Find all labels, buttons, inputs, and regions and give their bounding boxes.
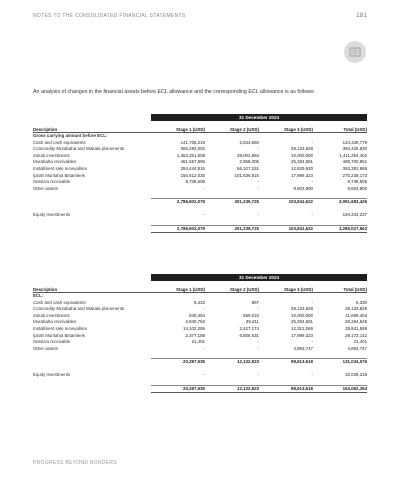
stage3-value: 10,000,000 <box>291 152 313 158</box>
stage3-value: 12,312,069 <box>291 325 313 331</box>
col-stage3: Stage 3 (USD) <box>259 281 313 293</box>
row-label: Istisna'a receivable <box>33 179 71 185</box>
stage2-grand-total: 12,132,923 <box>205 385 259 393</box>
stage3-subtotal: 103,841,622 <box>259 199 313 206</box>
total-value: 28,133,828 <box>345 306 368 312</box>
stage3-value: 10,000,000 <box>291 312 313 318</box>
section-label-row <box>33 293 367 300</box>
stage3-value: - <box>311 211 313 217</box>
total-value: 8,738,505 <box>347 179 368 185</box>
stage3-value: 9,603,900 <box>293 185 313 191</box>
grand-total: 3,286,027,663 <box>313 225 367 233</box>
total-value: 394,425,830 <box>342 146 368 152</box>
ecl-table <box>33 274 367 393</box>
stage3-grand-total: 103,841,622 <box>259 225 313 233</box>
intro-paragraph: An analysis of changes in the financial assets before ECL allowance and the corresponding ECL allowance is as follows: <box>33 89 315 95</box>
subtotal-row <box>33 359 367 366</box>
table-row <box>33 146 367 153</box>
stage3-value: - <box>311 299 313 305</box>
stage2-grand-total: 201,239,725 <box>205 225 259 233</box>
col-total: Total (USD) <box>313 281 367 293</box>
row-label: Equity Investments <box>33 211 71 217</box>
col-stage1: Stage 1 (USD) <box>151 121 205 133</box>
table-row <box>33 159 367 166</box>
total-value: 270,238,173 <box>342 172 368 178</box>
table-row <box>33 186 367 193</box>
stage1-value: 21,401 <box>191 339 205 345</box>
total-value: 4,893,747 <box>347 345 368 351</box>
stage1-value: - <box>203 345 205 351</box>
stage1-value: 2,377,188 <box>185 332 205 338</box>
row-label: Installment sale receivables <box>33 325 87 331</box>
grand-total: 163,062,394 <box>313 385 367 393</box>
stage1-value: - <box>203 211 205 217</box>
stage2-value: - <box>257 146 259 152</box>
total-subtotal: 131,034,076 <box>313 359 367 366</box>
stage1-subtotal: 2,786,602,079 <box>151 199 205 206</box>
stage2-value: - <box>257 345 259 351</box>
stage1-value: 14,102,256 <box>183 325 205 331</box>
stage1-grand-total: 2,786,602,079 <box>151 225 205 233</box>
stage1-value: - <box>203 371 205 377</box>
total-value: 1,411,254,402 <box>339 152 368 158</box>
table-row <box>33 140 367 147</box>
row-label: Installment sale receivables <box>33 165 87 171</box>
col-stage2: Stage 2 (USD) <box>205 281 259 293</box>
stage2-value: 56,107,151 <box>237 165 259 171</box>
stage1-value: 840,394 <box>189 312 205 318</box>
stage1-value: 150,612,035 <box>180 172 205 178</box>
period-label: 31 December 2024 <box>151 274 367 281</box>
gross-carrying-amount-table <box>33 114 367 233</box>
stage2-value: 6,806,631 <box>239 332 259 338</box>
row-label: Ijarah Muntahia Bittamleek <box>33 332 85 338</box>
stage1-value: - <box>203 185 205 191</box>
running-footer: PROGRESS BEYOND BORDERS <box>33 460 117 466</box>
stage2-value: - <box>257 306 259 312</box>
total-value: 144,339,779 <box>342 139 368 145</box>
stage3-value: - <box>311 139 313 145</box>
table-row <box>33 179 367 186</box>
equity-row <box>33 372 367 379</box>
table-row <box>33 313 367 320</box>
stage1-value: 141,705,219 <box>180 139 205 145</box>
stage2-value: 38,002,894 <box>237 152 259 158</box>
stage1-value: 5,433 <box>194 299 205 305</box>
stage3-subtotal: 98,613,618 <box>259 359 313 366</box>
total-value: 28,841,599 <box>345 325 368 331</box>
total-value: 29,173,142 <box>345 332 368 338</box>
stage2-subtotal: 201,239,725 <box>205 199 259 206</box>
stage3-grand-total: 98,613,618 <box>259 385 313 393</box>
stage3-value: 28,133,828 <box>291 306 313 312</box>
row-label: Cash and cash equivalents <box>33 299 86 305</box>
row-label: Commodity Murabaha and Wakala placements <box>33 306 125 312</box>
stage1-value: 1,363,251,508 <box>176 152 205 158</box>
col-stage1: Stage 1 (USD) <box>151 281 205 293</box>
stage2-value: 2,858,305 <box>239 159 259 165</box>
section-label: ECL: <box>33 293 44 298</box>
total-value: 363,381,986 <box>342 165 368 171</box>
row-label: Murabaha receivables <box>33 159 77 165</box>
stage1-value: 461,557,895 <box>180 159 205 165</box>
table-row <box>33 346 367 353</box>
total-value: 28,264,625 <box>345 319 368 325</box>
row-label: Sukuk investments <box>33 152 70 158</box>
book-icon <box>344 41 366 63</box>
stage2-value: - <box>257 179 259 185</box>
row-label: Murabaha receivables <box>33 319 77 325</box>
page-number: 181 <box>356 12 367 19</box>
row-label: Cash and cash equivalents <box>33 139 86 145</box>
period-label: 31 December 2024 <box>151 114 367 121</box>
stage3-value: - <box>311 339 313 345</box>
stage3-value: 25,284,651 <box>291 159 313 165</box>
row-label: Ijarah Muntahia Bittamleek <box>33 172 85 178</box>
table-row <box>33 333 367 340</box>
stage2-value: 2,634,560 <box>239 139 259 145</box>
total-value: 21,401 <box>353 339 368 345</box>
stage2-value: 39,211 <box>245 319 259 325</box>
table-row <box>33 339 367 346</box>
stage2-value: 859,010 <box>243 312 259 318</box>
row-label: Istisna'a receivable <box>33 339 71 345</box>
stage1-subtotal: 20,287,535 <box>151 359 205 366</box>
total-value: 11,699,404 <box>345 312 368 318</box>
total-value: 9,603,900 <box>347 185 368 191</box>
column-header-row <box>33 121 367 133</box>
grand-total-row <box>33 225 367 233</box>
column-header-row <box>33 281 367 293</box>
stage3-value: 4,893,747 <box>293 345 313 351</box>
stage1-value: 366,292,002 <box>180 146 205 152</box>
col-stage2: Stage 2 (USD) <box>205 121 259 133</box>
subtotal-row <box>33 199 367 206</box>
table-row <box>33 319 367 326</box>
row-label: Sukuk investments <box>33 312 70 318</box>
stage3-value: - <box>311 371 313 377</box>
stage2-value: - <box>257 371 259 377</box>
stage3-value: - <box>311 179 313 185</box>
total-value: 32,028,318 <box>345 371 368 377</box>
stage1-value: 2,940,763 <box>185 319 205 325</box>
total-subtotal: 3,091,683,426 <box>313 199 367 206</box>
equity-row <box>33 212 367 219</box>
total-value: 194,344,237 <box>342 211 368 217</box>
row-label: Commodity Murabaha and Wakala placements <box>33 146 125 152</box>
stage3-value: 28,133,828 <box>291 146 313 152</box>
stage2-value: - <box>257 185 259 191</box>
total-value: 6,330 <box>356 299 368 305</box>
stage3-value: 17,989,323 <box>291 172 313 178</box>
table-row <box>33 326 367 333</box>
stage1-value: 8,738,505 <box>185 179 205 185</box>
table-row <box>33 173 367 180</box>
period-row <box>33 114 367 121</box>
stage2-value: 101,636,815 <box>234 172 259 178</box>
table-row <box>33 306 367 313</box>
stage1-value: 294,444,915 <box>180 165 205 171</box>
stage2-value: 897 <box>251 299 259 305</box>
stage1-grand-total: 20,287,535 <box>151 385 205 393</box>
row-label: Other assets <box>33 345 58 351</box>
col-description: Description <box>33 281 151 293</box>
table-row <box>33 166 367 173</box>
total-value: 489,700,851 <box>342 159 368 165</box>
stage3-value: 12,829,920 <box>291 165 313 171</box>
stage2-value: - <box>257 211 259 217</box>
stage3-value: 17,989,323 <box>291 332 313 338</box>
col-stage3: Stage 3 (USD) <box>259 121 313 133</box>
table-row <box>33 153 367 160</box>
period-row <box>33 274 367 281</box>
row-label: Equity Investments <box>33 371 71 377</box>
col-total: Total (USD) <box>313 121 367 133</box>
col-description: Description <box>33 121 151 133</box>
row-label: Other assets <box>33 185 58 191</box>
stage2-subtotal: 12,132,923 <box>205 359 259 366</box>
grand-total-row <box>33 385 367 393</box>
running-header: NOTES TO THE CONSOLIDATED FINANCIAL STATEMENTS <box>33 13 186 19</box>
stage2-value: 2,427,174 <box>239 325 259 331</box>
stage1-value: - <box>203 306 205 312</box>
table-row <box>33 300 367 307</box>
stage3-value: 25,284,651 <box>291 319 313 325</box>
section-label: Gross carrying amount before ECL: <box>33 133 108 138</box>
stage2-value: - <box>257 339 259 345</box>
section-label-row <box>33 133 367 140</box>
